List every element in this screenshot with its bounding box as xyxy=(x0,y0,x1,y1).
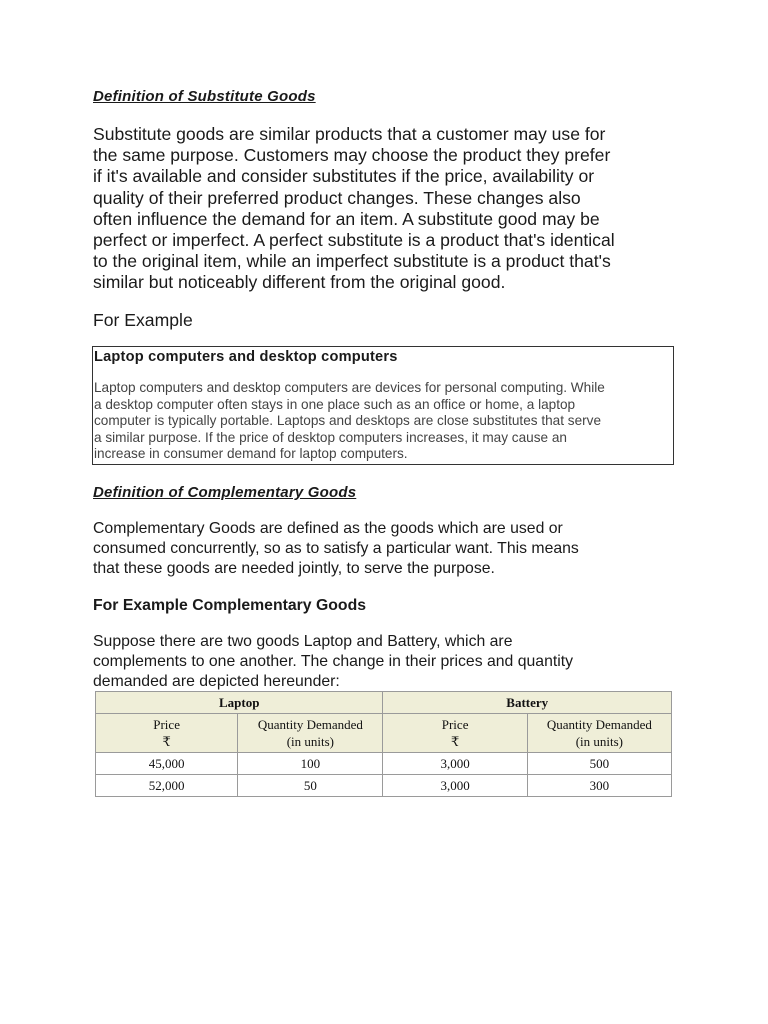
table-row xyxy=(96,753,672,775)
example-box-title: Laptop computers and desktop computers xyxy=(94,349,398,365)
substitute-goods-heading: Definition of Substitute Goods xyxy=(93,88,316,105)
paragraph-line: consumed concurrently, so as to satisfy a particular want. This means xyxy=(93,540,579,558)
paragraph-line: complements to one another. The change in their prices and quantity xyxy=(93,653,574,671)
example-box-line: computer is typically portable. Laptops and desktops are close substitutes that serve xyxy=(94,413,602,429)
paragraph-line: Suppose there are two goods Laptop and Battery, which are xyxy=(93,633,513,650)
example-box-text xyxy=(94,380,671,463)
table-group-header-row xyxy=(96,692,672,714)
example-box-line: Laptop computers and desktop computers are devices for personal computing. While xyxy=(94,380,605,395)
header-battery: Battery xyxy=(383,692,672,714)
data-table xyxy=(95,691,672,797)
complementary-goods-paragraph xyxy=(93,519,683,580)
paragraph-line: quality of their preferred product changes. These changes also xyxy=(93,187,581,208)
example-box xyxy=(92,346,674,465)
table-cell: 3,000 xyxy=(383,775,527,797)
header-line: (in units) xyxy=(286,734,335,749)
rupee-symbol: ₹ xyxy=(450,734,460,749)
table-cell: 3,000 xyxy=(383,753,527,775)
header-laptop-price xyxy=(96,714,238,753)
paragraph-line: similar but noticeably different from the original good. xyxy=(93,272,506,293)
table-sub-header-row xyxy=(96,714,672,753)
header-line: Price xyxy=(441,717,469,732)
complementary-example-heading: For Example Complementary Goods xyxy=(93,597,366,614)
table-cell: 300 xyxy=(527,775,671,797)
table-row xyxy=(96,775,672,797)
table-cell: 500 xyxy=(527,753,671,775)
table-cell: 100 xyxy=(238,753,383,775)
paragraph-line: often influence the demand for an item. A substitute good may be xyxy=(93,208,600,229)
example-box-line: a similar purpose. If the price of desktop computers increases, it may cause an xyxy=(94,429,567,445)
header-laptop: Laptop xyxy=(96,692,383,714)
header-line: Price xyxy=(153,717,180,732)
paragraph-line: if it's available and consider substitutes if the price, availability or xyxy=(93,166,595,187)
example-box-line: a desktop computer often stays in one place such as an office or home, a laptop xyxy=(94,396,576,412)
table-cell: 50 xyxy=(238,775,383,797)
header-line: Quantity Demanded xyxy=(257,717,363,732)
for-example-label: For Example xyxy=(93,310,193,330)
example-box-line: increase in consumer demand for laptop computers. xyxy=(94,446,408,462)
rupee-symbol: ₹ xyxy=(162,734,171,749)
complementary-goods-table xyxy=(95,691,672,797)
paragraph-line: the same purpose. Customers may choose the product they prefer xyxy=(93,145,611,166)
header-line: (in units) xyxy=(575,734,624,749)
paragraph-line: Substitute goods are similar products that a customer may use for xyxy=(93,124,606,144)
header-laptop-quantity xyxy=(238,714,383,753)
header-battery-quantity xyxy=(527,714,671,753)
paragraph-line: that these goods are needed jointly, to serve the purpose. xyxy=(93,560,495,578)
table-cell: 45,000 xyxy=(96,753,238,775)
paragraph-line: Complementary Goods are defined as the goods which are used or xyxy=(93,520,563,537)
paragraph-line: perfect or imperfect. A perfect substitute is a product that's identical xyxy=(93,230,615,251)
table-cell: 52,000 xyxy=(96,775,238,797)
complementary-goods-heading: Definition of Complementary Goods xyxy=(93,484,357,501)
header-line: Quantity Demanded xyxy=(546,717,652,732)
substitute-goods-paragraph xyxy=(93,124,683,294)
header-battery-price xyxy=(383,714,527,753)
paragraph-line: to the original item, while an imperfect substitute is a product that's xyxy=(93,251,611,272)
complementary-intro-paragraph xyxy=(93,632,683,693)
paragraph-line: demanded are depicted hereunder: xyxy=(93,673,340,691)
